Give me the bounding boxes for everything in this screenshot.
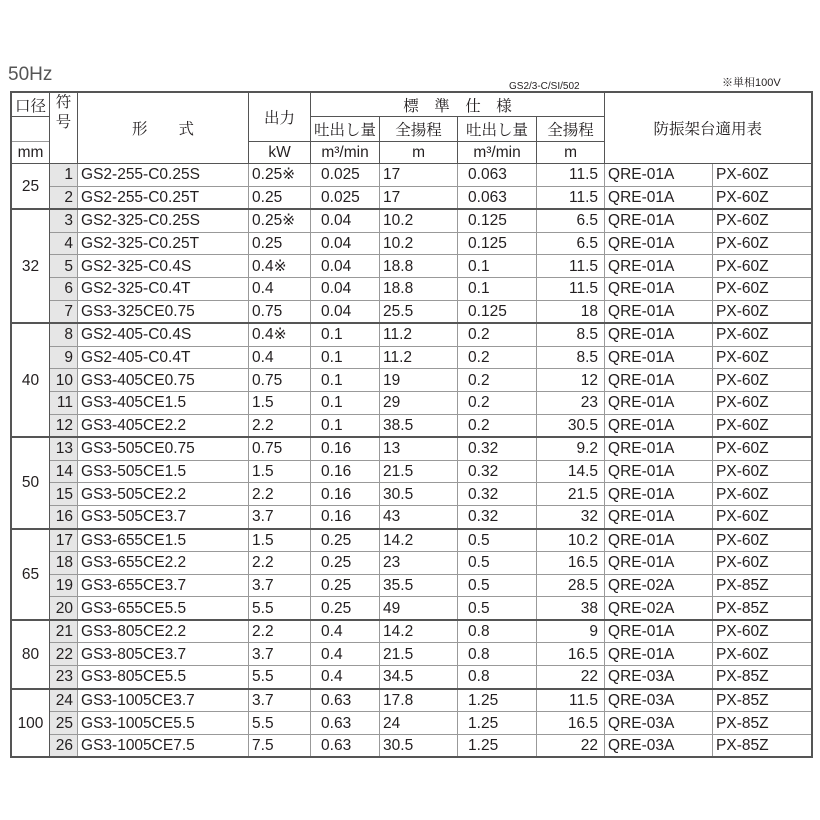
cell-model: GS3-655CE5.5 (78, 597, 249, 620)
unit-kw: kW (249, 142, 311, 164)
cell-output: 0.4 (249, 346, 311, 369)
cell-output: 5.5 (249, 666, 311, 689)
cell-model: GS2-325-C0.4S (78, 255, 249, 278)
table-row (11, 414, 812, 437)
cell-discharge-1: 0.4 (311, 643, 380, 666)
cell-output: 0.75 (249, 437, 311, 460)
cell-output: 0.25 (249, 232, 311, 255)
cell-model: GS3-325CE0.75 (78, 300, 249, 323)
cell-number: 25 (50, 712, 78, 735)
cell-model: GS3-805CE5.5 (78, 666, 249, 689)
cell-diameter: 100 (11, 689, 50, 758)
table-row (11, 209, 812, 232)
table-row (11, 460, 812, 483)
header-diameter: 口径 (11, 92, 50, 117)
cell-stand-qre: QRE-01A (605, 346, 713, 369)
cell-head-2: 14.5 (537, 460, 605, 483)
cell-number: 17 (50, 529, 78, 552)
cell-stand-qre: QRE-01A (605, 277, 713, 300)
cell-stand-px: PX-60Z (713, 346, 812, 369)
cell-output: 2.2 (249, 414, 311, 437)
header-diameter-blank (11, 117, 50, 142)
cell-stand-px: PX-60Z (713, 391, 812, 414)
cell-model: GS2-255-C0.25S (78, 164, 249, 187)
cell-head-1: 11.2 (380, 323, 458, 346)
cell-discharge-1: 0.16 (311, 460, 380, 483)
cell-diameter: 80 (11, 620, 50, 689)
table-row (11, 734, 812, 757)
cell-output: 0.4 (249, 277, 311, 300)
cell-output: 0.25※ (249, 164, 311, 187)
cell-discharge-1: 0.25 (311, 552, 380, 575)
cell-discharge-1: 0.4 (311, 620, 380, 643)
cell-discharge-2: 0.2 (458, 414, 537, 437)
cell-discharge-1: 0.04 (311, 277, 380, 300)
cell-discharge-2: 1.25 (458, 734, 537, 757)
header-number: 符号 (50, 92, 78, 164)
cell-model: GS3-505CE2.2 (78, 483, 249, 506)
unit-m-1: m (380, 142, 458, 164)
cell-model: GS3-1005CE5.5 (78, 712, 249, 735)
header-model: 形 式 (78, 92, 249, 164)
cell-model: GS3-805CE2.2 (78, 620, 249, 643)
cell-model: GS2-405-C0.4T (78, 346, 249, 369)
cell-head-2: 30.5 (537, 414, 605, 437)
cell-discharge-1: 0.1 (311, 414, 380, 437)
cell-number: 6 (50, 277, 78, 300)
cell-output: 0.4※ (249, 323, 311, 346)
table-row (11, 369, 812, 392)
cell-head-1: 21.5 (380, 460, 458, 483)
cell-discharge-1: 0.04 (311, 209, 380, 232)
cell-model: GS3-405CE1.5 (78, 391, 249, 414)
cell-head-2: 18 (537, 300, 605, 323)
cell-stand-qre: QRE-01A (605, 164, 713, 187)
cell-discharge-1: 0.1 (311, 369, 380, 392)
table-row (11, 712, 812, 735)
cell-stand-qre: QRE-01A (605, 483, 713, 506)
cell-discharge-2: 0.2 (458, 391, 537, 414)
cell-output: 2.2 (249, 483, 311, 506)
cell-discharge-1: 0.025 (311, 186, 380, 209)
cell-head-2: 9.2 (537, 437, 605, 460)
cell-discharge-1: 0.16 (311, 437, 380, 460)
cell-number: 14 (50, 460, 78, 483)
cell-discharge-1: 0.63 (311, 689, 380, 712)
cell-diameter: 40 (11, 323, 50, 437)
cell-stand-qre: QRE-01A (605, 414, 713, 437)
table-row (11, 620, 812, 643)
cell-discharge-1: 0.25 (311, 574, 380, 597)
cell-discharge-1: 0.04 (311, 232, 380, 255)
cell-stand-px: PX-60Z (713, 620, 812, 643)
cell-output: 3.7 (249, 574, 311, 597)
cell-stand-px: PX-60Z (713, 505, 812, 528)
cell-head-1: 34.5 (380, 666, 458, 689)
header-head-1: 全揚程 (380, 117, 458, 142)
cell-model: GS3-805CE3.7 (78, 643, 249, 666)
cell-discharge-1: 0.25 (311, 529, 380, 552)
cell-stand-qre: QRE-01A (605, 323, 713, 346)
cell-model: GS3-1005CE3.7 (78, 689, 249, 712)
cell-head-1: 14.2 (380, 620, 458, 643)
cell-head-2: 10.2 (537, 529, 605, 552)
cell-discharge-2: 0.2 (458, 323, 537, 346)
header-head-2: 全揚程 (537, 117, 605, 142)
cell-discharge-1: 0.16 (311, 505, 380, 528)
cell-head-1: 29 (380, 391, 458, 414)
cell-model: GS2-255-C0.25T (78, 186, 249, 209)
cell-output: 7.5 (249, 734, 311, 757)
cell-discharge-2: 0.5 (458, 529, 537, 552)
table-row (11, 323, 812, 346)
cell-discharge-2: 0.8 (458, 666, 537, 689)
cell-stand-qre: QRE-01A (605, 437, 713, 460)
cell-diameter: 25 (11, 164, 50, 210)
cell-diameter: 65 (11, 529, 50, 620)
cell-model: GS3-655CE1.5 (78, 529, 249, 552)
cell-head-1: 18.8 (380, 277, 458, 300)
cell-discharge-2: 0.32 (458, 505, 537, 528)
cell-head-2: 16.5 (537, 712, 605, 735)
cell-stand-px: PX-60Z (713, 164, 812, 187)
cell-stand-qre: QRE-01A (605, 232, 713, 255)
cell-stand-px: PX-85Z (713, 574, 812, 597)
header-discharge-2: 吐出し量 (458, 117, 537, 142)
cell-discharge-1: 0.04 (311, 255, 380, 278)
cell-head-2: 12 (537, 369, 605, 392)
cell-number: 3 (50, 209, 78, 232)
cell-stand-px: PX-60Z (713, 643, 812, 666)
cell-number: 7 (50, 300, 78, 323)
cell-head-2: 11.5 (537, 689, 605, 712)
cell-stand-px: PX-60Z (713, 186, 812, 209)
cell-number: 9 (50, 346, 78, 369)
table-row (11, 346, 812, 369)
cell-stand-px: PX-60Z (713, 414, 812, 437)
table-row (11, 437, 812, 460)
cell-output: 0.25 (249, 186, 311, 209)
cell-output: 3.7 (249, 689, 311, 712)
unit-flow-1: m³/min (311, 142, 380, 164)
cell-number: 11 (50, 391, 78, 414)
table-row (11, 597, 812, 620)
cell-number: 5 (50, 255, 78, 278)
table-row (11, 391, 812, 414)
cell-stand-qre: QRE-02A (605, 597, 713, 620)
cell-stand-px: PX-60Z (713, 209, 812, 232)
cell-discharge-2: 0.063 (458, 164, 537, 187)
cell-number: 8 (50, 323, 78, 346)
cell-number: 23 (50, 666, 78, 689)
cell-stand-px: PX-60Z (713, 300, 812, 323)
pump-spec-table (10, 91, 813, 758)
cell-stand-qre: QRE-03A (605, 689, 713, 712)
cell-number: 26 (50, 734, 78, 757)
table-row (11, 666, 812, 689)
cell-output: 2.2 (249, 552, 311, 575)
cell-head-1: 30.5 (380, 483, 458, 506)
cell-output: 0.75 (249, 369, 311, 392)
cell-head-1: 10.2 (380, 209, 458, 232)
cell-head-2: 6.5 (537, 232, 605, 255)
cell-stand-px: PX-60Z (713, 323, 812, 346)
cell-stand-px: PX-60Z (713, 255, 812, 278)
cell-output: 5.5 (249, 597, 311, 620)
cell-number: 24 (50, 689, 78, 712)
cell-stand-qre: QRE-01A (605, 391, 713, 414)
cell-diameter: 50 (11, 437, 50, 528)
cell-model: GS3-505CE3.7 (78, 505, 249, 528)
cell-model: GS3-655CE2.2 (78, 552, 249, 575)
cell-stand-px: PX-60Z (713, 552, 812, 575)
table-row (11, 574, 812, 597)
cell-output: 3.7 (249, 505, 311, 528)
cell-head-1: 30.5 (380, 734, 458, 757)
frequency-label: 50Hz (8, 64, 53, 85)
cell-stand-qre: QRE-01A (605, 643, 713, 666)
cell-head-2: 11.5 (537, 186, 605, 209)
cell-model: GS3-405CE2.2 (78, 414, 249, 437)
cell-stand-px: PX-60Z (713, 232, 812, 255)
cell-stand-qre: QRE-01A (605, 620, 713, 643)
cell-head-2: 9 (537, 620, 605, 643)
cell-discharge-1: 0.025 (311, 164, 380, 187)
cell-discharge-1: 0.25 (311, 597, 380, 620)
single-phase-note: ※単相100V (722, 77, 781, 89)
cell-head-1: 25.5 (380, 300, 458, 323)
cell-discharge-2: 0.125 (458, 300, 537, 323)
cell-head-2: 23 (537, 391, 605, 414)
cell-stand-px: PX-85Z (713, 689, 812, 712)
cell-output: 3.7 (249, 643, 311, 666)
cell-discharge-2: 0.1 (458, 277, 537, 300)
table-row (11, 552, 812, 575)
table-row (11, 186, 812, 209)
cell-discharge-2: 0.32 (458, 483, 537, 506)
cell-number: 2 (50, 186, 78, 209)
cell-stand-px: PX-85Z (713, 597, 812, 620)
document-code: GS2/3-C/SI/502 (509, 81, 580, 92)
cell-stand-qre: QRE-02A (605, 574, 713, 597)
cell-stand-qre: QRE-01A (605, 369, 713, 392)
cell-stand-px: PX-85Z (713, 712, 812, 735)
cell-head-2: 22 (537, 734, 605, 757)
cell-head-1: 10.2 (380, 232, 458, 255)
table-row (11, 529, 812, 552)
table-row (11, 232, 812, 255)
cell-number: 12 (50, 414, 78, 437)
cell-head-2: 11.5 (537, 164, 605, 187)
cell-number: 19 (50, 574, 78, 597)
cell-discharge-2: 0.8 (458, 643, 537, 666)
header-output: 出力 (249, 92, 311, 142)
cell-output: 1.5 (249, 529, 311, 552)
cell-stand-px: PX-60Z (713, 277, 812, 300)
cell-head-2: 16.5 (537, 552, 605, 575)
unit-mm: mm (11, 142, 50, 164)
cell-head-2: 21.5 (537, 483, 605, 506)
cell-model: GS3-1005CE7.5 (78, 734, 249, 757)
cell-discharge-1: 0.63 (311, 712, 380, 735)
cell-head-1: 13 (380, 437, 458, 460)
cell-stand-qre: QRE-01A (605, 552, 713, 575)
cell-discharge-2: 0.125 (458, 209, 537, 232)
cell-stand-px: PX-60Z (713, 369, 812, 392)
cell-output: 1.5 (249, 391, 311, 414)
cell-discharge-2: 0.5 (458, 574, 537, 597)
cell-head-2: 6.5 (537, 209, 605, 232)
cell-model: GS3-505CE1.5 (78, 460, 249, 483)
cell-number: 13 (50, 437, 78, 460)
cell-stand-qre: QRE-01A (605, 460, 713, 483)
cell-head-2: 8.5 (537, 323, 605, 346)
cell-number: 1 (50, 164, 78, 187)
cell-discharge-2: 0.063 (458, 186, 537, 209)
header-discharge-1: 吐出し量 (311, 117, 380, 142)
cell-number: 4 (50, 232, 78, 255)
cell-head-2: 32 (537, 505, 605, 528)
cell-stand-px: PX-60Z (713, 437, 812, 460)
cell-head-2: 8.5 (537, 346, 605, 369)
cell-head-1: 14.2 (380, 529, 458, 552)
table-row (11, 164, 812, 187)
cell-model: GS2-325-C0.4T (78, 277, 249, 300)
cell-output: 2.2 (249, 620, 311, 643)
cell-stand-qre: QRE-01A (605, 209, 713, 232)
cell-discharge-2: 0.32 (458, 460, 537, 483)
cell-diameter: 32 (11, 209, 50, 323)
cell-stand-qre: QRE-03A (605, 734, 713, 757)
cell-stand-qre: QRE-01A (605, 529, 713, 552)
cell-number: 10 (50, 369, 78, 392)
cell-discharge-1: 0.1 (311, 391, 380, 414)
table-body (11, 164, 812, 758)
cell-head-2: 11.5 (537, 255, 605, 278)
cell-output: 1.5 (249, 460, 311, 483)
cell-discharge-1: 0.63 (311, 734, 380, 757)
cell-number: 18 (50, 552, 78, 575)
cell-discharge-2: 0.2 (458, 369, 537, 392)
cell-output: 0.4※ (249, 255, 311, 278)
table-row (11, 277, 812, 300)
cell-output: 0.25※ (249, 209, 311, 232)
cell-head-1: 21.5 (380, 643, 458, 666)
cell-head-1: 49 (380, 597, 458, 620)
cell-discharge-2: 0.125 (458, 232, 537, 255)
cell-number: 22 (50, 643, 78, 666)
cell-head-1: 23 (380, 552, 458, 575)
cell-stand-qre: QRE-03A (605, 666, 713, 689)
cell-output: 0.75 (249, 300, 311, 323)
unit-m-2: m (537, 142, 605, 164)
cell-head-2: 22 (537, 666, 605, 689)
unit-flow-2: m³/min (458, 142, 537, 164)
cell-head-1: 18.8 (380, 255, 458, 278)
cell-discharge-2: 0.8 (458, 620, 537, 643)
cell-discharge-2: 0.2 (458, 346, 537, 369)
cell-discharge-1: 0.1 (311, 323, 380, 346)
cell-model: GS3-405CE0.75 (78, 369, 249, 392)
cell-model: GS3-655CE3.7 (78, 574, 249, 597)
cell-discharge-2: 0.5 (458, 597, 537, 620)
table-row (11, 483, 812, 506)
cell-head-1: 35.5 (380, 574, 458, 597)
cell-head-1: 11.2 (380, 346, 458, 369)
cell-stand-px: PX-60Z (713, 483, 812, 506)
cell-stand-qre: QRE-03A (605, 712, 713, 735)
cell-stand-qre: QRE-01A (605, 255, 713, 278)
cell-head-1: 17 (380, 186, 458, 209)
cell-head-1: 43 (380, 505, 458, 528)
cell-head-1: 17 (380, 164, 458, 187)
cell-head-2: 38 (537, 597, 605, 620)
cell-number: 20 (50, 597, 78, 620)
cell-head-1: 38.5 (380, 414, 458, 437)
table-row (11, 689, 812, 712)
cell-stand-px: PX-85Z (713, 734, 812, 757)
cell-stand-qre: QRE-01A (605, 300, 713, 323)
cell-number: 21 (50, 620, 78, 643)
table-row (11, 255, 812, 278)
cell-head-2: 11.5 (537, 277, 605, 300)
cell-discharge-2: 0.32 (458, 437, 537, 460)
cell-discharge-2: 1.25 (458, 689, 537, 712)
cell-stand-px: PX-85Z (713, 666, 812, 689)
cell-output: 5.5 (249, 712, 311, 735)
cell-number: 15 (50, 483, 78, 506)
cell-discharge-2: 0.1 (458, 255, 537, 278)
cell-discharge-1: 0.4 (311, 666, 380, 689)
header-vibration-table: 防振架台適用表 (605, 92, 812, 164)
cell-head-1: 24 (380, 712, 458, 735)
cell-model: GS2-325-C0.25S (78, 209, 249, 232)
cell-discharge-1: 0.16 (311, 483, 380, 506)
cell-head-1: 17.8 (380, 689, 458, 712)
header-standard-spec: 標 準 仕 様 (311, 92, 605, 117)
cell-stand-px: PX-60Z (713, 460, 812, 483)
cell-model: GS2-325-C0.25T (78, 232, 249, 255)
cell-head-2: 16.5 (537, 643, 605, 666)
cell-discharge-2: 1.25 (458, 712, 537, 735)
cell-model: GS3-505CE0.75 (78, 437, 249, 460)
cell-discharge-2: 0.5 (458, 552, 537, 575)
cell-stand-qre: QRE-01A (605, 186, 713, 209)
table-row (11, 643, 812, 666)
cell-discharge-1: 0.1 (311, 346, 380, 369)
cell-stand-qre: QRE-01A (605, 505, 713, 528)
table-row (11, 300, 812, 323)
table-row (11, 505, 812, 528)
cell-model: GS2-405-C0.4S (78, 323, 249, 346)
cell-discharge-1: 0.04 (311, 300, 380, 323)
cell-stand-px: PX-60Z (713, 529, 812, 552)
cell-number: 16 (50, 505, 78, 528)
cell-head-2: 28.5 (537, 574, 605, 597)
cell-head-1: 19 (380, 369, 458, 392)
